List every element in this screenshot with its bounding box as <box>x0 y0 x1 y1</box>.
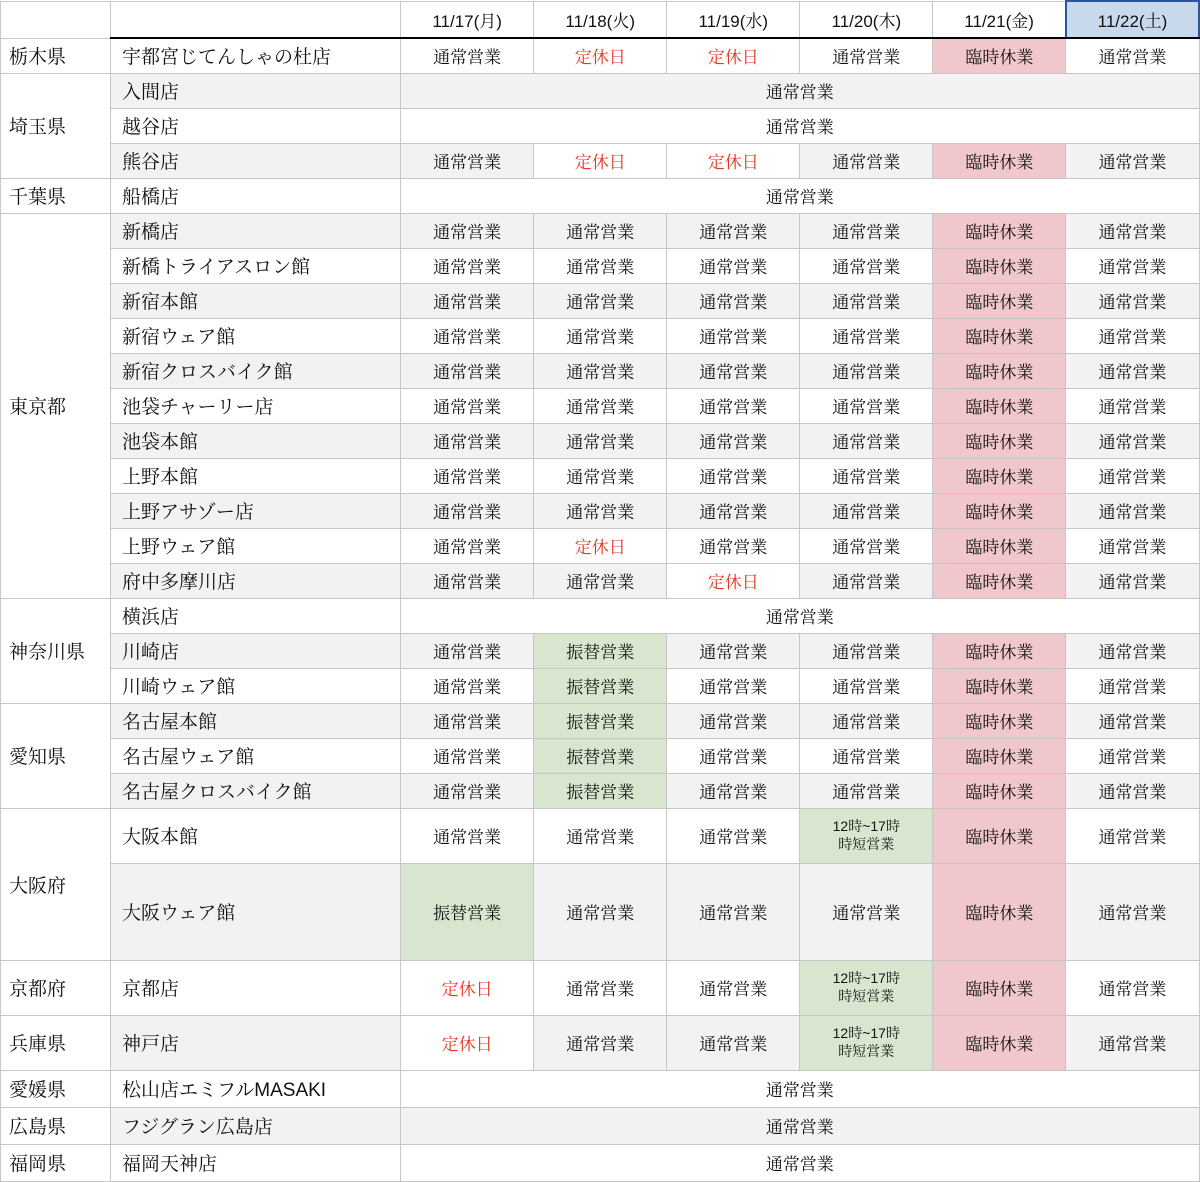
status-cell[interactable]: 通常営業 <box>1066 248 1199 283</box>
store-name-cell[interactable]: 名古屋本館 <box>111 703 401 738</box>
store-row <box>1 1015 1200 1070</box>
store-name-cell[interactable]: 越谷店 <box>111 108 401 143</box>
status-cell[interactable]: 通常営業 <box>667 528 800 563</box>
prefecture-cell[interactable]: 愛知県 <box>1 703 111 808</box>
store-name-cell[interactable]: 松山店エミフルMASAKI <box>111 1070 401 1107</box>
status-cell[interactable]: 通常営業 <box>1066 738 1199 773</box>
prefecture-cell[interactable]: 愛媛県 <box>1 1070 111 1107</box>
status-cell[interactable]: 通常営業 <box>534 493 667 528</box>
store-name-cell[interactable]: フジグラン広島店 <box>111 1107 401 1144</box>
status-cell[interactable]: 通常営業 <box>800 563 933 598</box>
status-cell[interactable]: 通常営業 <box>1066 528 1199 563</box>
schedule-table-head <box>1 1 1200 38</box>
status-cell[interactable]: 通常営業 <box>534 353 667 388</box>
store-row <box>1 1107 1200 1144</box>
prefecture-cell[interactable]: 京都府 <box>1 960 111 1015</box>
status-cell[interactable]: 定休日 <box>401 1015 534 1070</box>
status-cell-merged[interactable]: 通常営業 <box>401 1144 1199 1181</box>
status-cell-merged[interactable]: 通常営業 <box>401 108 1199 143</box>
status-cell[interactable]: 臨時休業 <box>933 773 1066 808</box>
status-line-2: 時短営業 <box>838 835 895 852</box>
status-cell[interactable]: 通常営業 <box>534 563 667 598</box>
status-cell[interactable]: 通常営業 <box>800 318 933 353</box>
status-cell[interactable]: 通常営業 <box>667 773 800 808</box>
store-name-cell[interactable]: 新宿本館 <box>111 283 401 318</box>
status-cell[interactable]: 通常営業 <box>800 143 933 178</box>
status-cell[interactable]: 臨時休業 <box>933 423 1066 458</box>
status-cell[interactable]: 通常営業 <box>534 248 667 283</box>
store-name-cell[interactable]: 大阪ウェア館 <box>111 863 401 960</box>
store-row <box>1 703 1200 738</box>
status-cell[interactable]: 通常営業 <box>1066 143 1199 178</box>
store-name-cell[interactable]: 上野アサゾー店 <box>111 493 401 528</box>
status-cell[interactable]: 通常営業 <box>534 458 667 493</box>
status-cell[interactable]: 通常営業 <box>534 388 667 423</box>
status-cell[interactable]: 通常営業 <box>401 528 534 563</box>
status-cell[interactable]: 臨時休業 <box>933 143 1066 178</box>
store-row <box>1 108 1200 143</box>
store-name-cell[interactable]: 府中多摩川店 <box>111 563 401 598</box>
status-cell[interactable]: 振替営業 <box>534 773 667 808</box>
store-name-cell[interactable]: 上野ウェア館 <box>111 528 401 563</box>
status-cell[interactable]: 通常営業 <box>401 388 534 423</box>
status-cell-merged[interactable]: 通常営業 <box>401 73 1199 108</box>
status-cell[interactable]: 通常営業 <box>800 458 933 493</box>
status-cell[interactable]: 通常営業 <box>800 668 933 703</box>
store-name-cell[interactable]: 大阪本館 <box>111 808 401 863</box>
status-cell[interactable] <box>800 808 933 863</box>
status-cell[interactable]: 通常営業 <box>1066 388 1199 423</box>
store-row <box>1 1144 1200 1181</box>
store-row <box>1 353 1200 388</box>
status-cell[interactable]: 通常営業 <box>800 38 933 73</box>
status-cell[interactable]: 通常営業 <box>667 668 800 703</box>
status-cell[interactable]: 通常営業 <box>800 738 933 773</box>
store-name-cell[interactable]: 福岡天神店 <box>111 1144 401 1181</box>
prefecture-cell[interactable]: 大阪府 <box>1 808 111 960</box>
status-cell[interactable]: 通常営業 <box>667 703 800 738</box>
status-cell[interactable]: 臨時休業 <box>933 388 1066 423</box>
status-cell[interactable]: 臨時休業 <box>933 738 1066 773</box>
status-cell[interactable]: 通常営業 <box>1066 283 1199 318</box>
store-row <box>1 808 1200 863</box>
schedule-table-body <box>1 38 1200 1181</box>
status-cell[interactable]: 臨時休業 <box>933 563 1066 598</box>
status-cell[interactable]: 通常営業 <box>1066 1015 1199 1070</box>
status-cell[interactable]: 通常営業 <box>401 458 534 493</box>
store-name-cell[interactable]: 宇都宮じてんしゃの杜店 <box>111 38 401 73</box>
status-cell[interactable]: 通常営業 <box>534 283 667 318</box>
status-cell[interactable]: 定休日 <box>401 960 534 1015</box>
status-cell[interactable]: 通常営業 <box>401 353 534 388</box>
header-row <box>1 1 1200 38</box>
store-row <box>1 863 1200 960</box>
date-header-cell[interactable]: 11/21(金) <box>933 1 1066 38</box>
store-row <box>1 178 1200 213</box>
status-cell[interactable]: 臨時休業 <box>933 38 1066 73</box>
status-cell[interactable]: 通常営業 <box>667 248 800 283</box>
status-cell[interactable]: 通常営業 <box>1066 863 1199 960</box>
status-cell[interactable]: 臨時休業 <box>933 633 1066 668</box>
status-cell[interactable]: 臨時休業 <box>933 353 1066 388</box>
status-cell[interactable]: 通常営業 <box>667 863 800 960</box>
status-cell[interactable]: 通常営業 <box>667 738 800 773</box>
store-name-cell[interactable]: 新橋トライアスロン館 <box>111 248 401 283</box>
status-line-2: 時短営業 <box>838 1042 895 1059</box>
status-cell[interactable]: 通常営業 <box>667 213 800 248</box>
status-cell-merged[interactable]: 通常営業 <box>401 598 1199 633</box>
store-row <box>1 1070 1200 1107</box>
store-row <box>1 633 1200 668</box>
status-cell[interactable]: 定休日 <box>667 38 800 73</box>
store-row <box>1 213 1200 248</box>
status-cell[interactable]: 臨時休業 <box>933 493 1066 528</box>
corner-cell-store[interactable] <box>111 1 401 38</box>
store-name-cell[interactable]: 船橋店 <box>111 178 401 213</box>
status-cell-merged[interactable]: 通常営業 <box>401 178 1199 213</box>
status-cell[interactable]: 通常営業 <box>800 283 933 318</box>
status-cell[interactable]: 通常営業 <box>401 668 534 703</box>
status-cell[interactable]: 通常営業 <box>1066 458 1199 493</box>
status-line-1: 12時~17時 <box>832 1025 900 1041</box>
store-row <box>1 563 1200 598</box>
store-row <box>1 73 1200 108</box>
store-row <box>1 773 1200 808</box>
status-cell-merged[interactable]: 通常営業 <box>401 1107 1199 1144</box>
status-cell[interactable]: 通常営業 <box>401 143 534 178</box>
status-cell[interactable]: 通常営業 <box>401 703 534 738</box>
status-cell[interactable]: 通常営業 <box>800 388 933 423</box>
prefecture-cell[interactable]: 福岡県 <box>1 1144 111 1181</box>
status-cell[interactable]: 通常営業 <box>667 423 800 458</box>
status-cell[interactable]: 通常営業 <box>800 493 933 528</box>
store-row <box>1 38 1200 73</box>
status-cell[interactable]: 通常営業 <box>667 960 800 1015</box>
store-name-cell[interactable]: 横浜店 <box>111 598 401 633</box>
status-cell[interactable]: 通常営業 <box>1066 213 1199 248</box>
status-cell[interactable]: 通常営業 <box>401 213 534 248</box>
status-cell[interactable]: 通常営業 <box>667 808 800 863</box>
status-cell[interactable]: 通常営業 <box>401 318 534 353</box>
status-cell-merged[interactable]: 通常営業 <box>401 1070 1199 1107</box>
status-cell[interactable]: 通常営業 <box>1066 668 1199 703</box>
status-cell[interactable]: 通常営業 <box>800 633 933 668</box>
prefecture-cell[interactable]: 神奈川県 <box>1 598 111 703</box>
store-row <box>1 458 1200 493</box>
store-name-cell[interactable]: 上野本館 <box>111 458 401 493</box>
status-line-1: 12時~17時 <box>832 818 900 834</box>
store-row <box>1 738 1200 773</box>
status-cell[interactable]: 通常営業 <box>401 423 534 458</box>
status-cell[interactable]: 臨時休業 <box>933 528 1066 563</box>
status-cell[interactable]: 通常営業 <box>1066 808 1199 863</box>
status-cell[interactable]: 振替営業 <box>534 703 667 738</box>
store-name-cell[interactable]: 熊谷店 <box>111 143 401 178</box>
status-cell[interactable]: 臨時休業 <box>933 458 1066 493</box>
status-cell[interactable]: 臨時休業 <box>933 668 1066 703</box>
prefecture-cell[interactable]: 広島県 <box>1 1107 111 1144</box>
status-cell[interactable]: 臨時休業 <box>933 703 1066 738</box>
store-name-cell[interactable]: 名古屋クロスバイク館 <box>111 773 401 808</box>
store-name-cell[interactable]: 池袋チャーリー店 <box>111 388 401 423</box>
date-header-cell[interactable]: 11/17(月) <box>401 1 534 38</box>
status-cell[interactable]: 通常営業 <box>800 863 933 960</box>
store-row <box>1 318 1200 353</box>
date-header-cell[interactable]: 11/19(水) <box>667 1 800 38</box>
status-cell[interactable]: 通常営業 <box>667 458 800 493</box>
store-name-cell[interactable]: 名古屋ウェア館 <box>111 738 401 773</box>
store-row <box>1 423 1200 458</box>
store-row <box>1 143 1200 178</box>
status-cell[interactable]: 通常営業 <box>1066 318 1199 353</box>
status-cell[interactable]: 通常営業 <box>800 703 933 738</box>
store-row <box>1 598 1200 633</box>
status-cell[interactable]: 通常営業 <box>534 863 667 960</box>
status-cell[interactable]: 通常営業 <box>1066 353 1199 388</box>
store-row <box>1 960 1200 1015</box>
date-header-cell[interactable]: 11/20(木) <box>800 1 933 38</box>
status-cell[interactable]: 振替営業 <box>534 668 667 703</box>
status-cell[interactable]: 臨時休業 <box>933 248 1066 283</box>
corner-cell-prefecture[interactable] <box>1 1 111 38</box>
store-name-cell[interactable]: 川崎店 <box>111 633 401 668</box>
status-cell[interactable]: 定休日 <box>534 38 667 73</box>
status-cell[interactable]: 通常営業 <box>534 808 667 863</box>
status-line-2: 時短営業 <box>838 987 895 1004</box>
status-cell[interactable]: 定休日 <box>667 563 800 598</box>
status-cell[interactable]: 臨時休業 <box>933 808 1066 863</box>
store-row <box>1 668 1200 703</box>
status-cell[interactable]: 定休日 <box>534 528 667 563</box>
status-cell[interactable]: 通常営業 <box>401 283 534 318</box>
status-cell[interactable]: 通常営業 <box>401 493 534 528</box>
store-row <box>1 248 1200 283</box>
status-cell[interactable]: 定休日 <box>534 143 667 178</box>
status-cell[interactable]: 通常営業 <box>667 283 800 318</box>
status-cell[interactable]: 通常営業 <box>1066 423 1199 458</box>
status-cell[interactable]: 通常営業 <box>534 423 667 458</box>
date-header-cell[interactable]: 11/18(火) <box>534 1 667 38</box>
store-name-cell[interactable]: 新宿ウェア館 <box>111 318 401 353</box>
status-cell[interactable]: 通常営業 <box>401 563 534 598</box>
status-cell[interactable]: 通常営業 <box>667 318 800 353</box>
status-cell[interactable]: 通常営業 <box>800 248 933 283</box>
store-name-cell[interactable]: 新宿クロスバイク館 <box>111 353 401 388</box>
status-cell[interactable]: 定休日 <box>667 143 800 178</box>
status-cell[interactable]: 臨時休業 <box>933 283 1066 318</box>
prefecture-cell[interactable]: 兵庫県 <box>1 1015 111 1070</box>
prefecture-cell[interactable]: 栃木県 <box>1 38 111 73</box>
status-cell[interactable]: 通常営業 <box>1066 563 1199 598</box>
status-cell[interactable]: 振替営業 <box>534 633 667 668</box>
status-cell[interactable] <box>800 1015 933 1070</box>
status-cell[interactable]: 臨時休業 <box>933 960 1066 1015</box>
status-cell[interactable]: 通常営業 <box>800 528 933 563</box>
status-cell[interactable]: 通常営業 <box>1066 773 1199 808</box>
store-name-cell[interactable]: 京都店 <box>111 960 401 1015</box>
store-name-cell[interactable]: 入間店 <box>111 73 401 108</box>
prefecture-cell[interactable]: 千葉県 <box>1 178 111 213</box>
status-cell[interactable]: 臨時休業 <box>933 318 1066 353</box>
status-cell[interactable]: 通常営業 <box>401 808 534 863</box>
store-row <box>1 493 1200 528</box>
status-cell[interactable]: 通常営業 <box>1066 38 1199 73</box>
store-name-cell[interactable]: 川崎ウェア館 <box>111 668 401 703</box>
status-cell[interactable]: 通常営業 <box>667 1015 800 1070</box>
status-cell[interactable]: 通常営業 <box>534 213 667 248</box>
status-cell[interactable]: 通常営業 <box>667 353 800 388</box>
status-cell[interactable]: 通常営業 <box>667 388 800 423</box>
prefecture-cell[interactable]: 埼玉県 <box>1 73 111 178</box>
date-header-cell[interactable]: 11/22(土) <box>1066 1 1199 38</box>
store-row <box>1 283 1200 318</box>
store-name-cell[interactable]: 神戸店 <box>111 1015 401 1070</box>
status-cell[interactable]: 通常営業 <box>800 423 933 458</box>
status-cell[interactable]: 通常営業 <box>401 633 534 668</box>
status-cell[interactable]: 通常営業 <box>401 248 534 283</box>
status-cell[interactable]: 通常営業 <box>800 773 933 808</box>
status-cell[interactable] <box>800 960 933 1015</box>
status-cell[interactable]: 通常営業 <box>800 353 933 388</box>
store-name-cell[interactable]: 新橋店 <box>111 213 401 248</box>
status-line-1: 12時~17時 <box>832 970 900 986</box>
status-cell[interactable]: 通常営業 <box>534 1015 667 1070</box>
status-cell[interactable]: 臨時休業 <box>933 1015 1066 1070</box>
store-row <box>1 528 1200 563</box>
status-cell[interactable]: 通常営業 <box>1066 633 1199 668</box>
status-cell[interactable]: 振替営業 <box>401 863 534 960</box>
store-row <box>1 388 1200 423</box>
status-cell[interactable]: 通常営業 <box>534 960 667 1015</box>
status-cell[interactable]: 通常営業 <box>800 213 933 248</box>
status-cell[interactable]: 通常営業 <box>1066 493 1199 528</box>
status-cell[interactable]: 通常営業 <box>1066 703 1199 738</box>
status-cell[interactable]: 通常営業 <box>401 773 534 808</box>
status-cell[interactable]: 通常営業 <box>667 633 800 668</box>
status-cell[interactable]: 振替営業 <box>534 738 667 773</box>
prefecture-cell[interactable]: 東京都 <box>1 213 111 598</box>
status-cell[interactable]: 臨時休業 <box>933 863 1066 960</box>
status-cell[interactable]: 通常営業 <box>401 38 534 73</box>
status-cell[interactable]: 臨時休業 <box>933 213 1066 248</box>
status-cell[interactable]: 通常営業 <box>401 738 534 773</box>
status-cell[interactable]: 通常営業 <box>534 318 667 353</box>
status-cell[interactable]: 通常営業 <box>667 493 800 528</box>
status-cell[interactable]: 通常営業 <box>1066 960 1199 1015</box>
store-name-cell[interactable]: 池袋本館 <box>111 423 401 458</box>
